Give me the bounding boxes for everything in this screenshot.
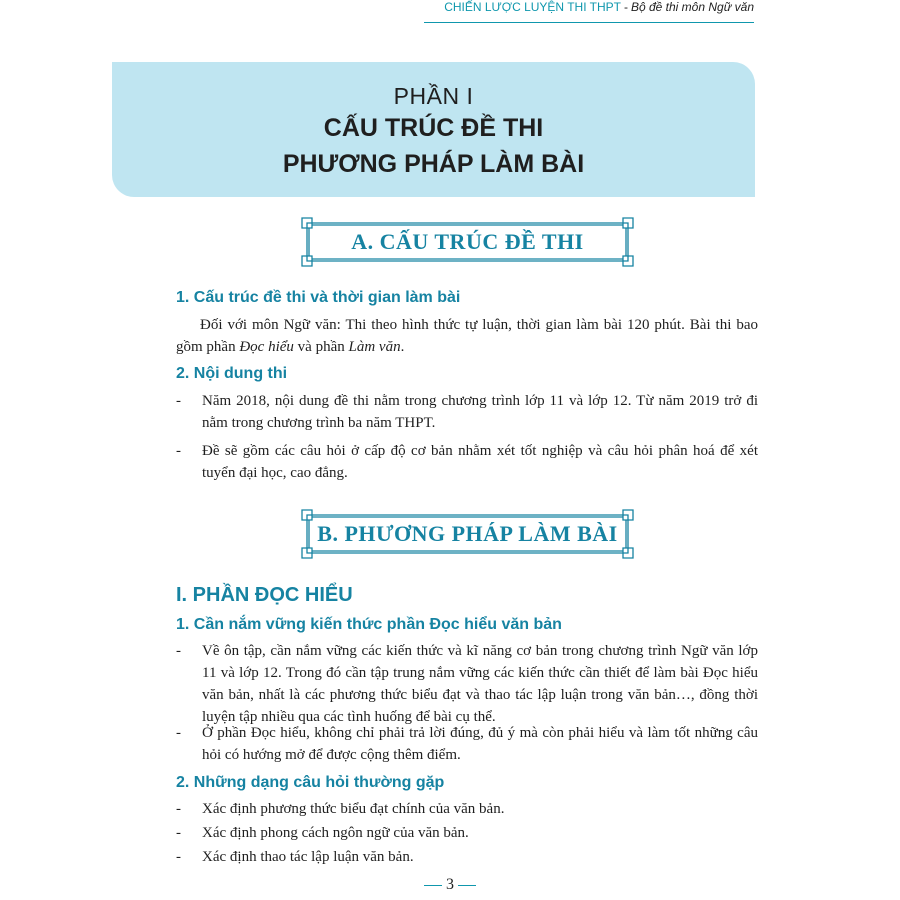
part-title-line2: PHƯƠNG PHÁP LÀM BÀI bbox=[282, 150, 585, 178]
paragraph-text: Đối với môn Ngữ văn: Thi theo hình thức tự luận, thời gian làm bài 120 phút. Bài thi bao gồm phần bbox=[176, 317, 758, 355]
section-a-sub2-heading: 2. Nội dung thi bbox=[176, 365, 288, 382]
bullet-dash: - bbox=[176, 849, 181, 865]
list-item bbox=[176, 440, 758, 484]
list-item-text: Về ôn tập, cần nắm vững các kiến thức và kĩ năng cơ bản trong chương trình Ngữ văn lớp 11 và lớp 12. Trong đó cần tập trung nắm vững các kiến thức cần thiết để làm bài Đọc hiểu văn bản, nhất là các phương thức biểu đạt và thao tác lập luận trong văn bản…, đồng thời luyện tập nhiều qua các tình huống để bài cụ thể. bbox=[202, 643, 758, 725]
bullet-dash: - bbox=[176, 725, 181, 741]
list-item bbox=[176, 640, 758, 728]
section-a-sub1-heading: 1. Cấu trúc đề thi và thời gian làm bài bbox=[176, 289, 461, 306]
section-b-title: B. PHƯƠNG PHÁP LÀM BÀI bbox=[317, 521, 618, 546]
list-item-text: Xác định thao tác lập luận văn bản. bbox=[202, 849, 414, 865]
running-header bbox=[424, 0, 754, 23]
list-item-text: Năm 2018, nội dung đề thi nằm trong chương trình lớp 11 và lớp 12. Từ năm 2019 trở đi nằm trong chương trình ba năm THPT. bbox=[202, 393, 758, 431]
paragraph-emphasis-lam-van: Làm văn bbox=[348, 339, 401, 355]
bullet-dash: - bbox=[176, 393, 181, 409]
part-banner bbox=[112, 62, 755, 197]
paragraph-text: . bbox=[400, 339, 405, 355]
section-a-title: A. CẤU TRÚC ĐỀ THI bbox=[351, 229, 584, 254]
paragraph-emphasis-doc-hieu: Đọc hiểu bbox=[239, 339, 294, 355]
list-item bbox=[176, 390, 758, 434]
page-number-value: 3 bbox=[446, 876, 454, 893]
list-item bbox=[176, 846, 758, 868]
part-doc-hieu-heading: I. PHẦN ĐỌC HIỂU bbox=[176, 584, 353, 606]
bullet-dash: - bbox=[176, 825, 181, 841]
list-item-text: Xác định phong cách ngôn ngữ của văn bản. bbox=[202, 825, 469, 841]
list-item bbox=[176, 822, 758, 844]
section-b-sub2-heading: 2. Những dạng câu hỏi thường gặp bbox=[176, 774, 445, 791]
section-a-frame bbox=[299, 215, 636, 269]
list-item-text: Đề sẽ gồm các câu hỏi ở cấp độ cơ bản nhằm xét tốt nghiệp và câu hỏi phân hoá để xét tuyển đại học, cao đẳng. bbox=[202, 443, 758, 481]
section-b-frame bbox=[299, 507, 636, 561]
list-item bbox=[176, 798, 758, 820]
section-b-sub1-heading: 1. Cần nắm vững kiến thức phần Đọc hiểu văn bản bbox=[176, 616, 562, 633]
list-item-text: Xác định phương thức biểu đạt chính của văn bản. bbox=[202, 801, 505, 817]
section-a-sub1-paragraph bbox=[176, 314, 758, 358]
running-header-subtitle: Bộ đề thi môn Ngữ văn bbox=[630, 0, 754, 14]
page-number-rule-right bbox=[458, 885, 476, 886]
list-item bbox=[176, 722, 758, 766]
running-header-title: CHIẾN LƯỢC LUYỆN THI THPT bbox=[444, 0, 621, 14]
bullet-dash: - bbox=[176, 801, 181, 817]
bullet-dash: - bbox=[176, 443, 181, 459]
bullet-dash: - bbox=[176, 643, 181, 659]
list-item-text: Ở phần Đọc hiểu, không chỉ phải trả lời đúng, đủ ý mà còn phải hiểu và làm tốt những câu hỏi có hướng mở để được cộng thêm điểm. bbox=[202, 725, 758, 763]
part-title-line1: CẤU TRÚC ĐỀ THI bbox=[323, 114, 544, 142]
paragraph-text: và phần bbox=[293, 339, 349, 355]
page-number bbox=[0, 876, 900, 894]
running-header-separator: - bbox=[623, 0, 628, 14]
page-number-rule-left bbox=[424, 885, 442, 886]
part-label: PHẦN I bbox=[393, 83, 474, 109]
